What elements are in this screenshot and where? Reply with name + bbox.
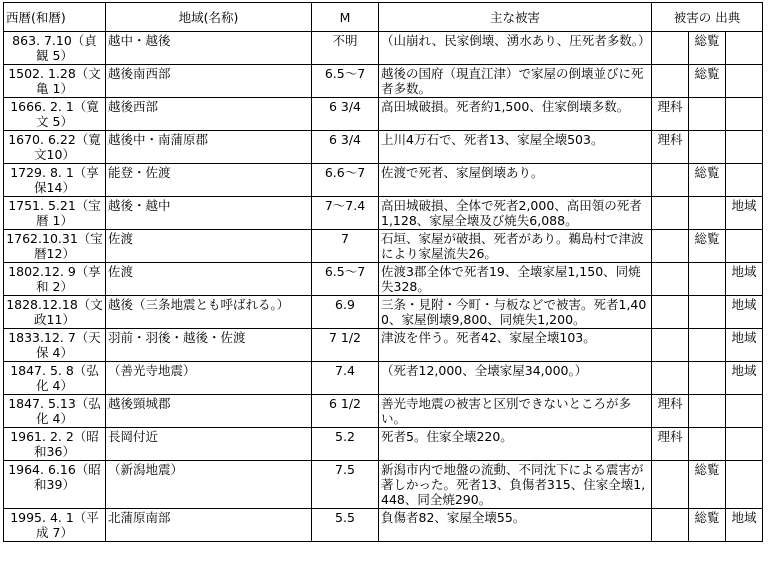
source-soran-cell xyxy=(689,131,726,164)
source-soran-cell: 総覧 xyxy=(689,230,726,263)
earthquake-table-wrapper xyxy=(3,2,763,542)
source-soran-cell xyxy=(689,362,726,395)
source-chiiki-cell: 地域 xyxy=(726,197,763,230)
magnitude-cell: 6.5～7 xyxy=(312,263,379,296)
magnitude-cell: 6.6～7 xyxy=(312,164,379,197)
source-rika-cell xyxy=(652,164,689,197)
source-soran-cell xyxy=(689,197,726,230)
date-cell: 1847. 5. 8（弘化 4） xyxy=(4,362,106,395)
damage-cell: （山崩れ、民家倒壊、湧水あり、圧死者多数。） xyxy=(379,32,652,65)
date-cell: 1502. 1.28（文亀 1） xyxy=(4,65,106,98)
table-row xyxy=(4,65,763,98)
magnitude-cell: 6.5～7 xyxy=(312,65,379,98)
source-rika-cell xyxy=(652,263,689,296)
table-row xyxy=(4,131,763,164)
region-cell: 長岡付近 xyxy=(106,428,312,461)
damage-cell: 津波を伴う。死者42、家屋全壊103。 xyxy=(379,329,652,362)
region-cell: 越後頸城郡 xyxy=(106,395,312,428)
source-rika-cell xyxy=(652,509,689,542)
region-cell: 越中・越後 xyxy=(106,32,312,65)
source-rika-cell: 理科 xyxy=(652,428,689,461)
table-row xyxy=(4,362,763,395)
table-row xyxy=(4,263,763,296)
source-chiiki-cell: 地域 xyxy=(726,509,763,542)
source-soran-cell: 総覧 xyxy=(689,164,726,197)
date-cell: 1833.12. 7（天保 4） xyxy=(4,329,106,362)
source-chiiki-cell xyxy=(726,230,763,263)
source-chiiki-cell: 地域 xyxy=(726,296,763,329)
magnitude-cell: 7.4 xyxy=(312,362,379,395)
region-cell: 越後西部 xyxy=(106,98,312,131)
header-date: 西暦(和暦) xyxy=(4,3,106,32)
header-row xyxy=(4,3,763,32)
damage-cell: 佐渡3郡全体で死者19、全壊家屋1,150、同焼失328。 xyxy=(379,263,652,296)
source-soran-cell: 総覧 xyxy=(689,32,726,65)
magnitude-cell: 7～7.4 xyxy=(312,197,379,230)
damage-cell: 死者5。住家全壊220。 xyxy=(379,428,652,461)
source-chiiki-cell xyxy=(726,461,763,509)
source-soran-cell xyxy=(689,296,726,329)
region-cell: 佐渡 xyxy=(106,263,312,296)
magnitude-cell: 7.5 xyxy=(312,461,379,509)
damage-cell: 高田城破損。死者約1,500、住家倒壊多数。 xyxy=(379,98,652,131)
source-rika-cell: 理科 xyxy=(652,131,689,164)
damage-cell: 越後の国府（現直江津）で家屋の倒壊並びに死者多数。 xyxy=(379,65,652,98)
region-cell: 越後（三条地震とも呼ばれる。） xyxy=(106,296,312,329)
source-chiiki-cell: 地域 xyxy=(726,362,763,395)
table-row xyxy=(4,395,763,428)
table-row xyxy=(4,296,763,329)
header-damage: 主な被害 xyxy=(379,3,652,32)
source-soran-cell xyxy=(689,428,726,461)
region-cell: 羽前・羽後・越後・佐渡 xyxy=(106,329,312,362)
region-cell: 北蒲原南部 xyxy=(106,509,312,542)
region-cell: （新潟地震） xyxy=(106,461,312,509)
magnitude-cell: 7 xyxy=(312,230,379,263)
damage-cell: 石垣、家屋が破損、死者があり。鵜島村で津波により家屋流失26。 xyxy=(379,230,652,263)
table-row xyxy=(4,230,763,263)
region-cell: 佐渡 xyxy=(106,230,312,263)
damage-cell: 新潟市内で地盤の流動、不同沈下による震害が著しかった。死者13、負傷者315、住家全壊1,448、同全焼290。 xyxy=(379,461,652,509)
earthquake-history-table xyxy=(3,2,763,542)
header-region: 地域(名称) xyxy=(106,3,312,32)
header-magnitude: M xyxy=(312,3,379,32)
date-cell: 1828.12.18（文政11） xyxy=(4,296,106,329)
date-cell: 863. 7.10（貞観 5） xyxy=(4,32,106,65)
source-chiiki-cell: 地域 xyxy=(726,329,763,362)
source-chiiki-cell xyxy=(726,395,763,428)
table-row xyxy=(4,164,763,197)
region-cell: 越後・越中 xyxy=(106,197,312,230)
source-rika-cell xyxy=(652,65,689,98)
table-row xyxy=(4,32,763,65)
date-cell: 1729. 8. 1（享保14） xyxy=(4,164,106,197)
table-row xyxy=(4,329,763,362)
source-soran-cell xyxy=(689,329,726,362)
magnitude-cell: 6 3/4 xyxy=(312,98,379,131)
magnitude-cell: 6 1/2 xyxy=(312,395,379,428)
date-cell: 1802.12. 9（享和 2） xyxy=(4,263,106,296)
source-soran-cell: 総覧 xyxy=(689,65,726,98)
damage-cell: 佐渡で死者、家屋倒壊あり。 xyxy=(379,164,652,197)
region-cell: 能登・佐渡 xyxy=(106,164,312,197)
magnitude-cell: 6 3/4 xyxy=(312,131,379,164)
source-soran-cell: 総覧 xyxy=(689,461,726,509)
magnitude-cell: 6.9 xyxy=(312,296,379,329)
source-chiiki-cell xyxy=(726,164,763,197)
source-rika-cell xyxy=(652,362,689,395)
source-rika-cell xyxy=(652,461,689,509)
header-source: 被害の 出典 xyxy=(652,3,763,32)
magnitude-cell: 5.2 xyxy=(312,428,379,461)
source-chiiki-cell xyxy=(726,428,763,461)
damage-cell: 善光寺地震の被害と区別できないところが多い。 xyxy=(379,395,652,428)
magnitude-cell: 不明 xyxy=(312,32,379,65)
magnitude-cell: 5.5 xyxy=(312,509,379,542)
date-cell: 1847. 5.13（弘化 4） xyxy=(4,395,106,428)
source-chiiki-cell xyxy=(726,65,763,98)
source-rika-cell: 理科 xyxy=(652,395,689,428)
damage-cell: 上川4万石で、死者13、家屋全壊503。 xyxy=(379,131,652,164)
table-row xyxy=(4,509,763,542)
source-rika-cell: 理科 xyxy=(652,98,689,131)
table-row xyxy=(4,461,763,509)
source-rika-cell xyxy=(652,329,689,362)
source-soran-cell xyxy=(689,395,726,428)
source-rika-cell xyxy=(652,230,689,263)
date-cell: 1964. 6.16（昭和39） xyxy=(4,461,106,509)
table-row xyxy=(4,197,763,230)
date-cell: 1751. 5.21（宝暦 1） xyxy=(4,197,106,230)
date-cell: 1762.10.31（宝暦12） xyxy=(4,230,106,263)
damage-cell: 高田城破損、全体で死者2,000、高田領の死者1,128、家屋全壊及び焼失6,088。 xyxy=(379,197,652,230)
region-cell: （善光寺地震） xyxy=(106,362,312,395)
date-cell: 1961. 2. 2（昭和36） xyxy=(4,428,106,461)
source-chiiki-cell xyxy=(726,98,763,131)
source-rika-cell xyxy=(652,296,689,329)
source-chiiki-cell xyxy=(726,131,763,164)
magnitude-cell: 7 1/2 xyxy=(312,329,379,362)
table-row xyxy=(4,98,763,131)
source-rika-cell xyxy=(652,32,689,65)
source-soran-cell: 総覧 xyxy=(689,509,726,542)
source-soran-cell xyxy=(689,98,726,131)
date-cell: 1666. 2. 1（寛文 5） xyxy=(4,98,106,131)
damage-cell: 負傷者82、家屋全壊55。 xyxy=(379,509,652,542)
date-cell: 1670. 6.22（寛文10） xyxy=(4,131,106,164)
source-chiiki-cell: 地域 xyxy=(726,263,763,296)
table-body xyxy=(4,32,763,542)
date-cell: 1995. 4. 1（平成 7） xyxy=(4,509,106,542)
source-rika-cell xyxy=(652,197,689,230)
region-cell: 越後中・南蒲原郡 xyxy=(106,131,312,164)
damage-cell: 三条・見附・今町・与板などで被害。死者1,400、家屋倒壊9,800、同焼失1,200。 xyxy=(379,296,652,329)
region-cell: 越後南西部 xyxy=(106,65,312,98)
source-soran-cell xyxy=(689,263,726,296)
source-chiiki-cell xyxy=(726,32,763,65)
damage-cell: （死者12,000、全壊家屋34,000。） xyxy=(379,362,652,395)
table-row xyxy=(4,428,763,461)
